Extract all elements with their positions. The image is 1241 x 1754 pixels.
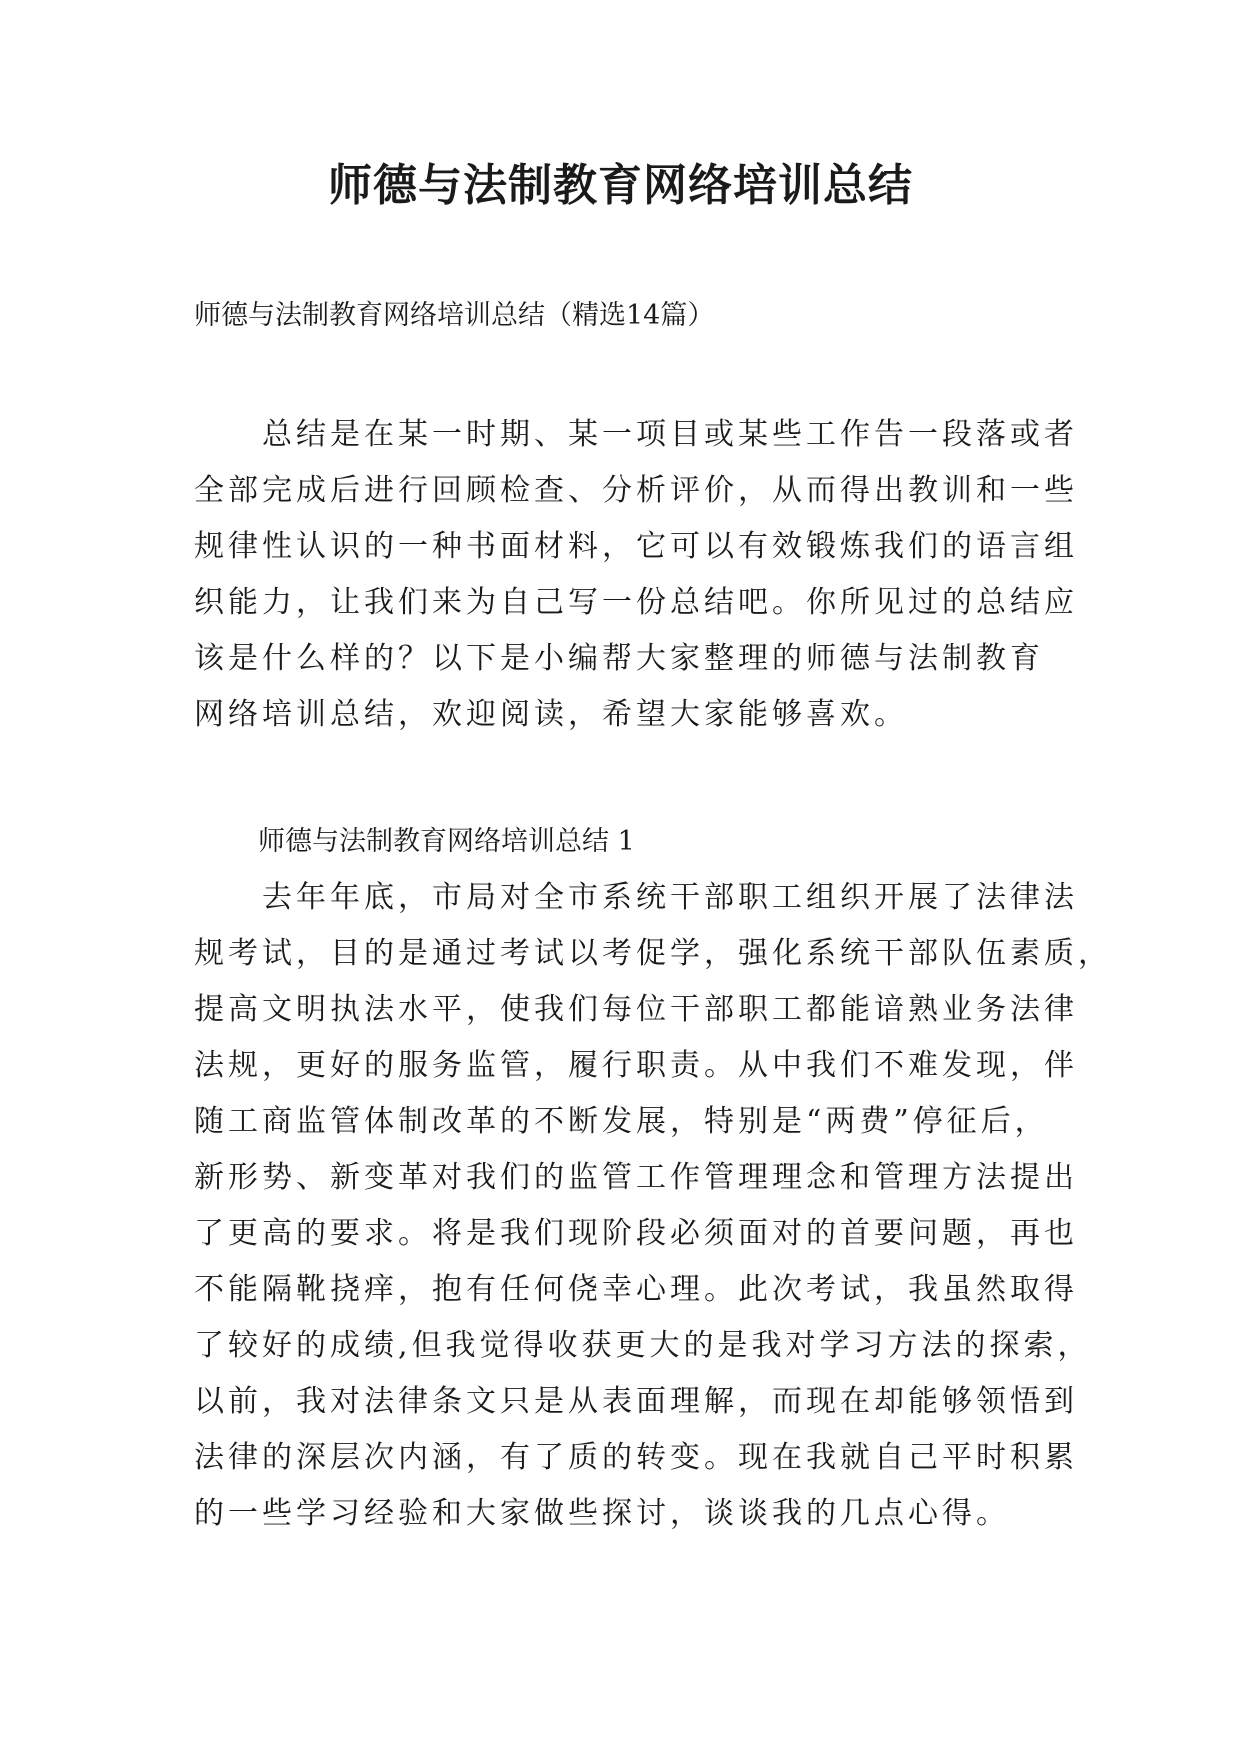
section-1-line: 法律的深层次内涵，有了质的转变。现在我就自己平时积累 [194, 1440, 1078, 1475]
section-1-line: 规考试，目的是通过考试以考促学，强化系统干部队伍素质， [194, 936, 1112, 971]
intro-line: 总结是在某一时期、某一项目或某些工作告一段落或者 [194, 417, 1078, 452]
section-1-line: 的一些学习经验和大家做些探讨，谈谈我的几点心得。 [194, 1496, 1010, 1531]
intro-line: 该是什么样的？以下是小编帮大家整理的师德与法制教育 [194, 641, 1044, 676]
section-1-heading: 师德与法制教育网络培训总结 1 [258, 826, 635, 857]
section-1-line: 新形势、新变革对我们的监管工作管理理念和管理方法提出 [194, 1160, 1078, 1195]
intro-line: 规律性认识的一种书面材料，它可以有效锻炼我们的语言组 [194, 529, 1078, 564]
intro-line: 织能力，让我们来为自己写一份总结吧。你所见过的总结应 [194, 585, 1078, 620]
section-1-line: 提高文明执法水平，使我们每位干部职工都能谙熟业务法律 [194, 992, 1078, 1027]
section-1-line: 了更高的要求。将是我们现阶段必须面对的首要问题，再也 [194, 1216, 1078, 1251]
intro-line: 全部完成后进行回顾检查、分析评价，从而得出教训和一些 [194, 473, 1078, 508]
document-title: 师德与法制教育网络培训总结 [328, 160, 913, 211]
section-1-line: 随工商监管体制改革的不断发展，特别是“两费”停征后， [194, 1104, 1049, 1139]
section-1-paragraph [194, 870, 1112, 1542]
intro-line: 网络培训总结，欢迎阅读，希望大家能够喜欢。 [194, 697, 908, 732]
intro-paragraph [194, 407, 1078, 743]
section-1-line: 了较好的成绩,但我觉得收获更大的是我对学习方法的探索， [194, 1328, 1092, 1363]
section-1-line: 法规，更好的服务监管，履行职责。从中我们不难发现，伴 [194, 1048, 1078, 1083]
document-subtitle: 师德与法制教育网络培训总结（精选14篇） [194, 300, 715, 331]
section-1-line: 不能隔靴挠痒，抱有任何侥幸心理。此次考试，我虽然取得 [194, 1272, 1078, 1307]
section-1-line: 去年年底，市局对全市系统干部职工组织开展了法律法 [194, 880, 1078, 915]
section-1-line: 以前，我对法律条文只是从表面理解，而现在却能够领悟到 [194, 1384, 1078, 1419]
